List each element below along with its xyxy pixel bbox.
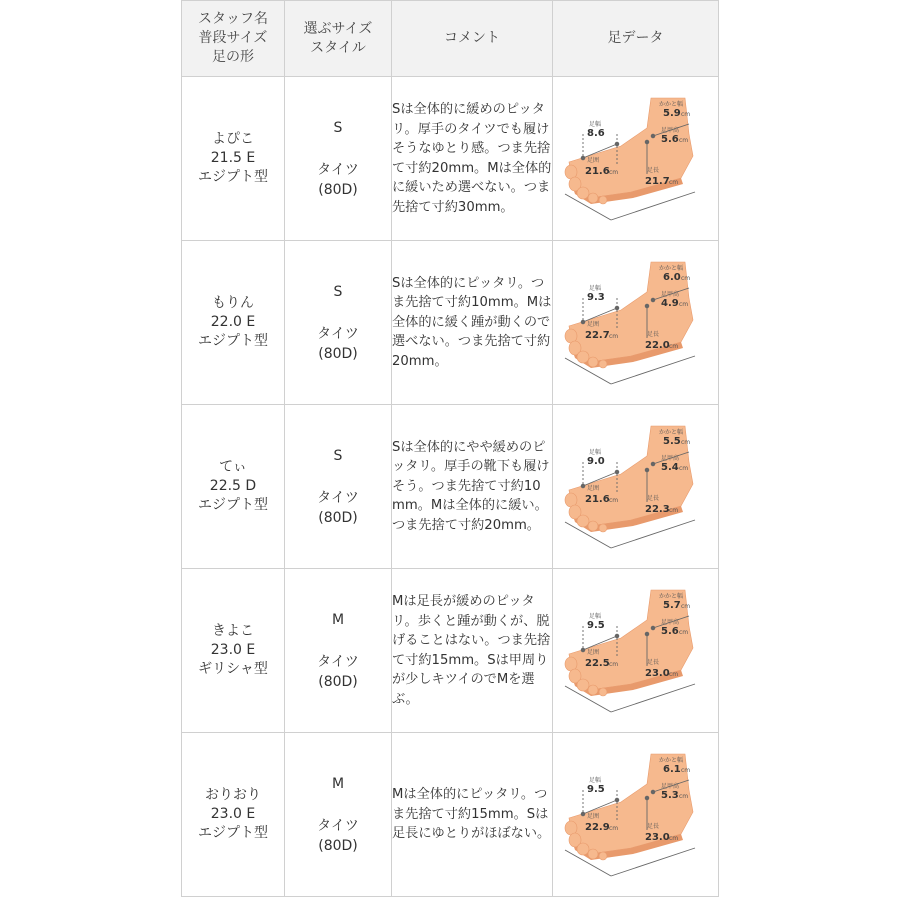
staff-foot-shape: エジプト型 [198,169,268,185]
arch-label: 足甲高 [660,454,679,462]
length-value: 21.7 [644,175,670,187]
staff-cell [182,733,285,897]
heel-unit: cm [680,438,690,446]
width-value: 9.3 [586,291,605,303]
heel-unit: cm [680,110,690,118]
heel-value: 5.7 [662,599,681,611]
foot-data-cell [553,241,719,405]
style-label: タイツ [317,161,359,178]
measure-point [645,304,649,308]
arch-value: 5.3 [660,789,679,801]
measure-point [651,134,655,138]
arch-label: 足甲高 [660,618,679,626]
width-label: 足幅 [588,448,601,456]
measure-point [645,468,649,472]
measure-point [581,156,585,160]
style-denier: (80D) [318,673,358,690]
length-label: 足長 [646,494,659,502]
toe [577,187,589,199]
foot-diagram [561,586,711,716]
width-value: 9.0 [586,455,605,467]
heel-unit: cm [680,766,690,774]
heel-label: かかと幅 [658,756,683,764]
width-value: 9.5 [586,783,605,795]
staff-name: てぃ [219,459,247,475]
staff-cell [182,241,285,405]
foot-data-cell [553,77,719,241]
measure-point [615,798,619,802]
comment-cell: Mは足長が緩めのピッタリ。歩くと踵が動くが、脱げることはない。つま先捨て寸約15mm。Sは甲周りが少しキツイのでMを選ぶ。 [392,569,553,733]
toe [599,852,607,860]
toe [588,193,598,203]
size-cell [285,77,392,241]
heel-value: 5.9 [662,107,681,119]
chosen-size: S [333,119,343,136]
size-comparison-table [181,0,719,897]
length-unit: cm [668,178,678,186]
style-label: タイツ [317,653,359,670]
measure-point [581,320,585,324]
foot-data-cell [553,405,719,569]
measure-point [615,470,619,474]
comment-cell: Mは全体的にピッタリ。つま先捨て寸約15mm。Sは足長にゆとりがほぼない。 [392,733,553,897]
toe [577,679,589,691]
style-denier: (80D) [318,837,358,854]
arch-label: 足甲高 [660,126,679,134]
chosen-size: M [331,775,345,792]
foot-diagram [561,750,711,880]
length-value: 23.0 [644,667,670,679]
length-value: 22.3 [644,503,670,515]
measure-point [645,140,649,144]
arch-label: 足甲高 [660,290,679,298]
heel-label: かかと幅 [658,264,683,272]
measure-point [615,142,619,146]
toe [588,357,598,367]
measure-point [581,812,585,816]
header-staff [182,1,285,77]
width-label: 足幅 [588,776,601,784]
table-row [182,569,719,733]
arch-unit: cm [678,300,688,308]
style-label: タイツ [317,489,359,506]
chosen-size: S [333,447,343,464]
arch-label: 足甲高 [660,782,679,790]
girth-label: 足囲 [586,156,599,164]
girth-label: 足囲 [586,812,599,820]
arch-value: 4.9 [660,297,679,309]
heel-label: かかと幅 [658,100,683,108]
measure-point [615,306,619,310]
heel-unit: cm [680,602,690,610]
style-label: タイツ [317,817,359,834]
staff-name: きよこ [212,623,254,639]
arch-value: 5.6 [660,625,679,637]
arch-unit: cm [678,464,688,472]
heel-unit: cm [680,274,690,282]
staff-foot-shape: エジプト型 [198,825,268,841]
length-label: 足長 [646,822,659,830]
length-unit: cm [668,670,678,678]
girth-value: 22.5 [584,657,610,669]
length-unit: cm [668,342,678,350]
comment-cell: Sは全体的にやや緩めのピッタリ。厚手の靴下も履けそう。つま先捨て寸約10mm。Mは全体的に緩い。つま先捨て寸約20mm。 [392,405,553,569]
measure-point [645,796,649,800]
width-value: 8.6 [586,127,605,139]
chosen-size: M [331,611,345,628]
girth-unit: cm [608,332,618,340]
width-label: 足幅 [588,284,601,292]
length-label: 足長 [646,330,659,338]
size-cell [285,569,392,733]
arch-value: 5.6 [660,133,679,145]
width-value: 9.5 [586,619,605,631]
length-label: 足長 [646,658,659,666]
girth-label: 足囲 [586,484,599,492]
staff-foot-shape: エジプト型 [198,497,268,513]
staff-name: よぴこ [212,131,254,147]
style-label: タイツ [317,325,359,342]
length-value: 23.0 [644,831,670,843]
chosen-size: S [333,283,343,300]
staff-usual-size: 22.0 E [210,314,256,330]
style-denier: (80D) [318,345,358,362]
width-label: 足幅 [588,612,601,620]
table-row [182,733,719,897]
staff-cell [182,569,285,733]
toe [588,685,598,695]
length-unit: cm [668,834,678,842]
foot-data-cell [553,569,719,733]
header-foot: 足データ [553,1,719,77]
comment-cell: Sは全体的にピッタリ。つま先捨て寸約10mm。Mは全体的に緩く踵が動くので選べない。つま先捨て寸約20mm。 [392,241,553,405]
girth-value: 22.9 [584,821,610,833]
heel-value: 6.0 [662,271,681,283]
foot-diagram [561,258,711,388]
measure-point [651,462,655,466]
width-label: 足幅 [588,120,601,128]
foot-diagram [561,422,711,552]
length-value: 22.0 [644,339,670,351]
table-row [182,241,719,405]
toe [577,351,589,363]
girth-value: 21.6 [584,165,610,177]
measure-point [651,298,655,302]
header-staff-line: 足の形 [212,49,254,65]
arch-value: 5.4 [660,461,679,473]
header-size-line: 選ぶサイズ [303,20,373,37]
toe [588,521,598,531]
toe [577,515,589,527]
girth-value: 22.7 [584,329,610,341]
foot-data-cell [553,733,719,897]
measure-point [651,626,655,630]
style-denier: (80D) [318,509,358,526]
staff-foot-shape: ギリシャ型 [198,661,268,677]
header-comment: コメント [392,1,553,77]
arch-unit: cm [678,628,688,636]
heel-value: 5.5 [662,435,681,447]
size-cell [285,405,392,569]
heel-value: 6.1 [662,763,681,775]
measure-point [651,790,655,794]
header-staff-line: 普段サイズ [198,30,268,46]
foot-diagram [561,94,711,224]
header-size-line: スタイル [310,39,366,56]
style-denier: (80D) [318,181,358,198]
length-label: 足長 [646,166,659,174]
arch-unit: cm [678,136,688,144]
girth-unit: cm [608,168,618,176]
table-row [182,405,719,569]
length-unit: cm [668,506,678,514]
toe [599,196,607,204]
toe [588,849,598,859]
header-row [182,1,719,77]
girth-unit: cm [608,824,618,832]
heel-label: かかと幅 [658,592,683,600]
measure-point [581,484,585,488]
girth-label: 足囲 [586,320,599,328]
toe [577,843,589,855]
staff-foot-shape: エジプト型 [198,333,268,349]
staff-name: もりん [212,295,254,311]
toe [599,524,607,532]
staff-cell [182,77,285,241]
staff-usual-size: 23.0 E [210,806,256,822]
toe [599,360,607,368]
measure-point [581,648,585,652]
toe [599,688,607,696]
header-size [285,1,392,77]
comment-cell: Sは全体的に緩めのピッタリ。厚手のタイツでも履けそうなゆとり感。つま先捨て寸約20mm。Mは全体的に緩いため選べない。つま先捨て寸約30mm。 [392,77,553,241]
measure-point [645,632,649,636]
staff-usual-size: 22.5 D [209,478,257,494]
staff-name: おりおり [205,787,261,803]
staff-usual-size: 21.5 E [210,150,256,166]
header-staff-line: スタッフ名 [198,11,268,27]
girth-unit: cm [608,496,618,504]
girth-label: 足囲 [586,648,599,656]
staff-cell [182,405,285,569]
girth-unit: cm [608,660,618,668]
measure-point [615,634,619,638]
table-row [182,77,719,241]
girth-value: 21.6 [584,493,610,505]
heel-label: かかと幅 [658,428,683,436]
size-cell [285,733,392,897]
arch-unit: cm [678,792,688,800]
staff-usual-size: 23.0 E [210,642,256,658]
size-cell [285,241,392,405]
